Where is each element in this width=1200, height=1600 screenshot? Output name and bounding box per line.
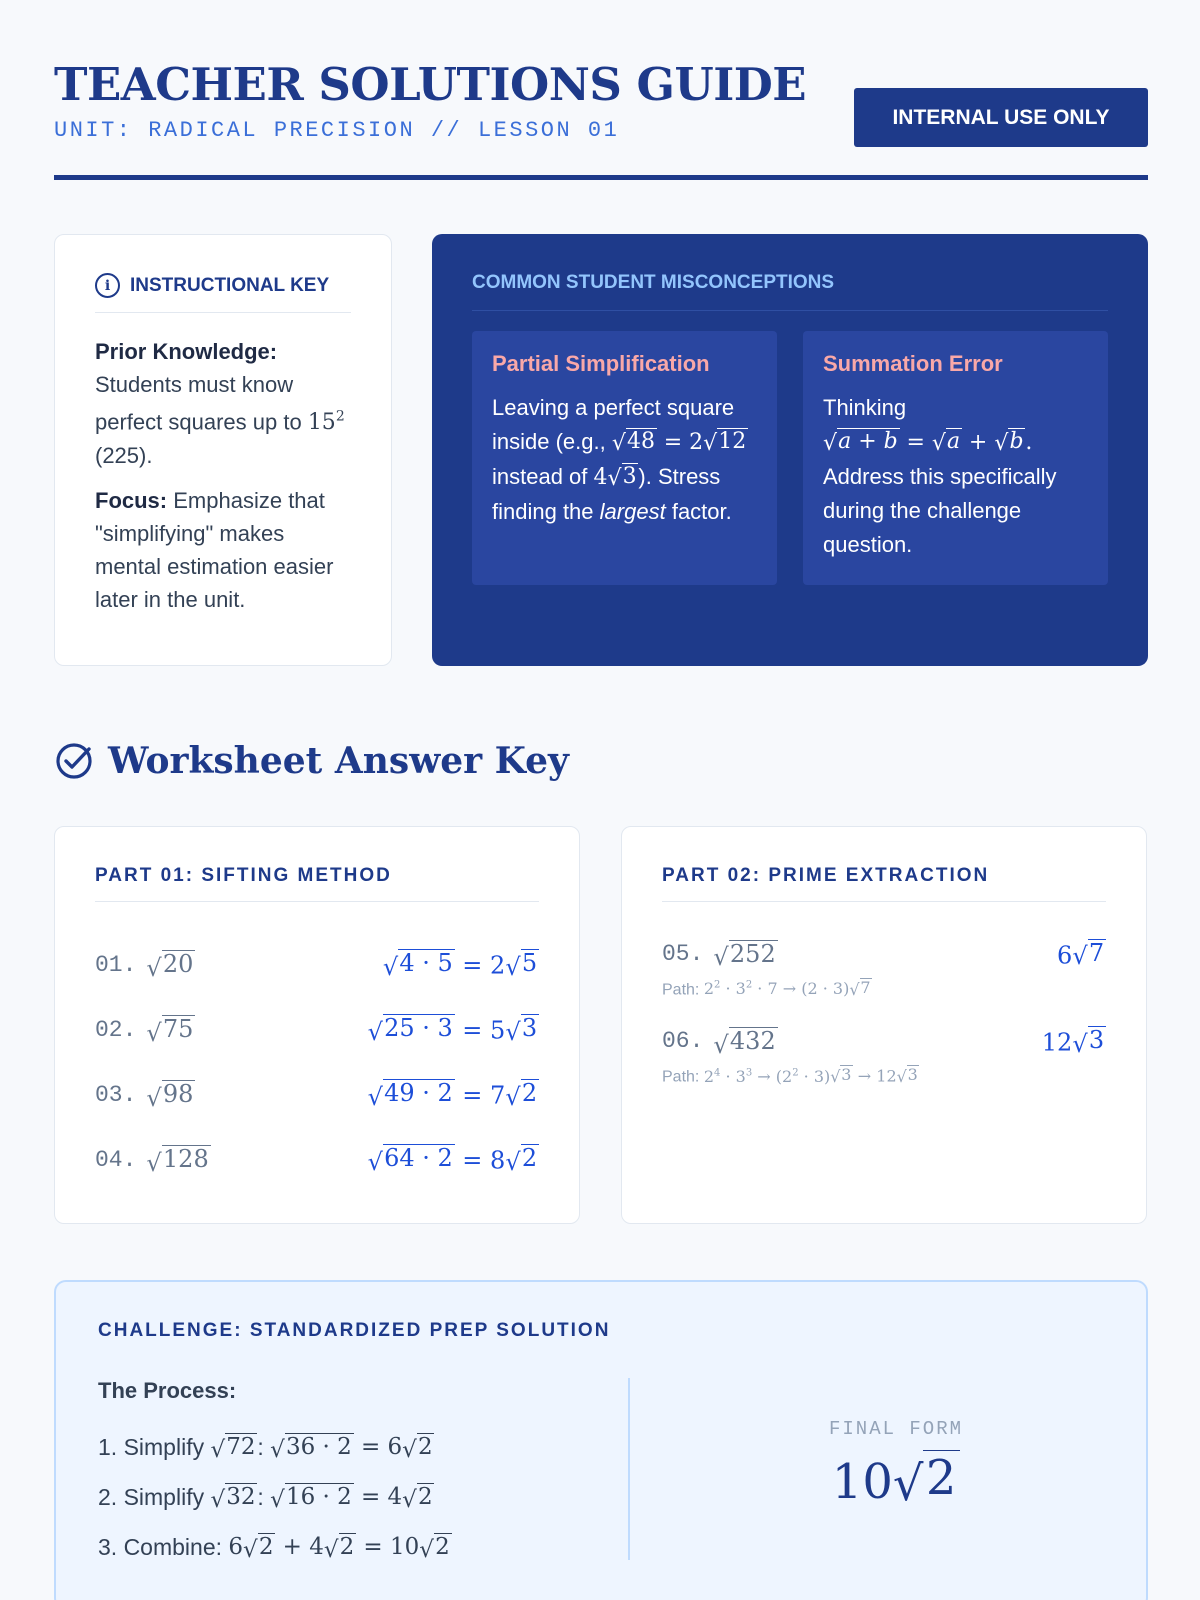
misconception-summation-error	[803, 331, 1108, 585]
misconceptions-heading: COMMON STUDENT MISCONCEPTIONS	[472, 272, 1108, 311]
part-01-heading: PART 01: SIFTING METHOD	[95, 865, 539, 902]
process-label: The Process:	[98, 1378, 237, 1403]
answer-key-heading	[54, 738, 569, 784]
problem-radical: √ 98	[146, 1080, 194, 1112]
problem-answer: √ 49 · 2 = 7 √ 2	[367, 1079, 538, 1111]
problem-answer: √ 4 · 5 = 2 √ 5	[382, 949, 538, 981]
misconception-title: Partial Simplification	[492, 351, 710, 376]
prior-knowledge-math: $15^2$	[307, 409, 345, 436]
problem-row	[95, 997, 539, 1062]
prime-path: Path: $2^2 \cdot 3^2 \cdot 7 \to (2 \cdot 3)$ √ 7	[662, 978, 871, 1000]
problem-radical: √ 20	[146, 950, 194, 982]
focus-text: Emphasize that "simplifying" makes mental estimation easier later in the unit.	[95, 488, 334, 613]
part-01-card	[54, 826, 580, 1224]
final-form	[646, 1418, 1146, 1513]
problem-row: 05. √ 252 6 √ 7	[662, 938, 1105, 972]
instructional-key-title: INSTRUCTIONAL KEY	[130, 274, 330, 296]
challenge-divider	[628, 1378, 630, 1560]
problem-row	[95, 1127, 539, 1192]
page-header	[54, 58, 1148, 180]
final-form-label: FINAL FORM	[828, 1418, 964, 1440]
internal-use-badge: INTERNAL USE ONLY	[854, 88, 1148, 147]
final-form-value: 10 √ 2	[832, 1450, 960, 1510]
misconception-partial-simplification	[472, 331, 777, 585]
problem-question	[95, 950, 195, 982]
misconception-text: Leaving a perfect square inside (e.g., √ 48 = 2 √ 12 instead of 4 √ 3 ). Stress finding the largest factor.	[492, 395, 747, 524]
page-title: TEACHER SOLUTIONS GUIDE	[54, 58, 807, 111]
prior-knowledge-text: Students must know perfect squares up to	[95, 372, 302, 435]
misconception-text: Thinking √ a + b = √ a + √ b . Address this specifically during the challenge question.	[823, 395, 1057, 557]
problem-answer: √ 64 · 2 = 8 √ 2	[367, 1144, 538, 1176]
prior-knowledge-paren: (225).	[95, 443, 153, 469]
challenge-panel	[54, 1280, 1148, 1600]
answer-key-title: Worksheet Answer Key	[108, 740, 569, 782]
process-step: 3. Combine: 6 √ 2 + 4 √ 2 = 10 √ 2	[98, 1533, 450, 1563]
misconceptions-panel	[432, 234, 1148, 666]
instructional-key-card	[54, 234, 392, 666]
info-icon: i	[95, 273, 120, 298]
page-subtitle: UNIT: RADICAL PRECISION // LESSON 01	[54, 118, 620, 143]
problem-radical: √ 128	[146, 1145, 209, 1177]
problem-radical: √ 75	[146, 1015, 194, 1047]
problem-answer: √ 25 · 3 = 5 √ 3	[367, 1014, 538, 1046]
problem-row	[95, 932, 539, 997]
focus-label: Focus:	[95, 488, 168, 514]
misconception-title: Summation Error	[823, 351, 1003, 376]
challenge-process	[98, 1378, 638, 1572]
problem-number: 01.	[95, 951, 137, 978]
prime-path: Path: $2^4 \cdot 3^3 \to (2^2 \cdot 3)$ √ 3 → 12 √ 3	[662, 1065, 918, 1087]
problem-number: 02.	[95, 1016, 137, 1043]
prior-knowledge-label: Prior Knowledge:	[95, 339, 278, 364]
problem-row	[95, 1062, 539, 1127]
challenge-heading: CHALLENGE: STANDARDIZED PREP SOLUTION	[98, 1320, 611, 1341]
problem-question	[95, 1145, 211, 1177]
problem-question	[95, 1015, 195, 1047]
focus-note	[95, 484, 351, 616]
part-02-heading: PART 02: PRIME EXTRACTION	[662, 865, 1106, 902]
problem-question	[95, 1080, 195, 1112]
part-02-card	[621, 826, 1147, 1224]
process-step: 1. Simplify √ 72 : √ 36 · 2 = 6 √ 2	[98, 1433, 433, 1463]
problem-row: 06. √ 432 12 √ 3	[662, 1026, 1105, 1059]
problem-number: 03.	[95, 1081, 137, 1108]
process-step: 2. Simplify √ 32 : √ 16 · 2 = 4 √ 2	[98, 1483, 433, 1513]
check-circle-icon	[54, 741, 94, 781]
instructional-key-heading	[95, 273, 351, 313]
prior-knowledge	[95, 335, 351, 472]
problem-number: 04.	[95, 1146, 137, 1173]
